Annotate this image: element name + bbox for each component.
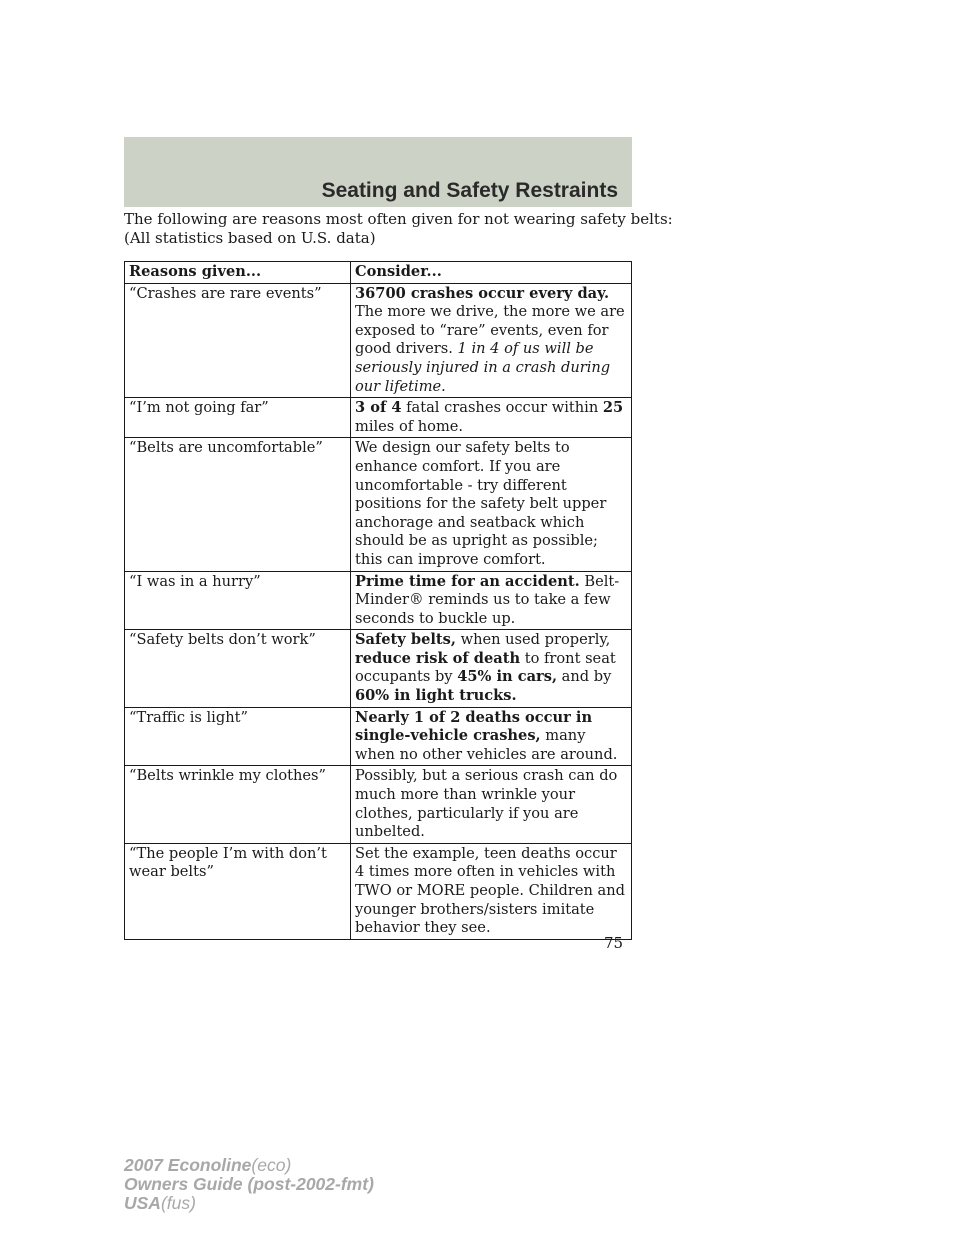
consider-cell bbox=[351, 630, 632, 707]
consider-text-segment: 36700 crashes occur every day. bbox=[355, 284, 610, 302]
consider-text-segment: 60% in light trucks. bbox=[355, 687, 517, 705]
consider-cell bbox=[351, 571, 632, 630]
reason-cell: “Belts are uncomfortable” bbox=[125, 438, 351, 571]
document-footer bbox=[124, 1156, 374, 1213]
table-row bbox=[125, 571, 632, 630]
consider-text-segment: reduce risk of death bbox=[355, 649, 521, 667]
consider-text-segment: 1 in 4 of us will be seriously injured in a crash during our lifetime. bbox=[355, 340, 611, 395]
consider-text-segment: fatal crashes occur within bbox=[401, 399, 603, 417]
section-title: Seating and Safety Restraints bbox=[321, 179, 618, 202]
reason-cell: “Safety belts don’t work” bbox=[125, 630, 351, 707]
reasons-table bbox=[124, 261, 632, 940]
consider-text-segment: Set the example, teen deaths occur 4 times more often in vehicles with TWO or MORE people. Children and younger brothers/sisters imitate behavior they see. bbox=[355, 844, 625, 937]
table-row bbox=[125, 707, 632, 766]
consider-cell bbox=[351, 398, 632, 438]
table-row bbox=[125, 398, 632, 438]
reason-cell: “I’m not going far” bbox=[125, 398, 351, 438]
consider-text-segment: miles of home. bbox=[355, 417, 464, 435]
table-row bbox=[125, 630, 632, 707]
footer-line-1 bbox=[124, 1156, 374, 1175]
footer-market: USA bbox=[124, 1193, 161, 1213]
reason-cell: “The people I’m with don’t wear belts” bbox=[125, 843, 351, 939]
consider-text-segment: many when no other vehicles are around. bbox=[355, 727, 618, 763]
section-header-band bbox=[124, 137, 632, 207]
reason-cell: “Traffic is light” bbox=[125, 707, 351, 766]
consider-text-segment: Possibly, but a serious crash can do much more than wrinkle your clothes, particularly if you are unbelted. bbox=[355, 767, 618, 841]
footer-market-code: (fus) bbox=[160, 1193, 196, 1213]
footer-model-code: (eco) bbox=[251, 1155, 292, 1175]
table-body bbox=[125, 283, 632, 939]
page-number: 75 bbox=[604, 934, 624, 952]
consider-text-segment: Nearly 1 of 2 deaths occur in single-vehicle crashes, bbox=[355, 708, 593, 745]
footer-line-2: Owners Guide (post-2002-fmt) bbox=[124, 1174, 374, 1194]
consider-text-segment: Prime time for an accident. bbox=[355, 572, 580, 590]
table-row bbox=[125, 438, 632, 571]
intro-line-1: The following are reasons most often given for not wearing safety belts: bbox=[124, 210, 673, 228]
consider-cell bbox=[351, 438, 632, 571]
consider-cell bbox=[351, 843, 632, 939]
consider-text-segment: We design our safety belts to enhance comfort. If you are uncomfortable - try different positions for the safety belt upper anchorage and seatback which should be as upright as possible; this can improve comfort. bbox=[355, 439, 607, 568]
consider-text-segment: Belt-Minder® reminds us to take a few seconds to buckle up. bbox=[355, 572, 620, 627]
consider-text-segment: Safety belts, bbox=[355, 631, 456, 649]
footer-model: 2007 Econoline bbox=[124, 1155, 252, 1175]
consider-text-segment: 45% in cars, bbox=[457, 668, 558, 686]
consider-text-segment: to front seat occupants by bbox=[355, 649, 616, 686]
table-row bbox=[125, 766, 632, 843]
reason-cell: “Crashes are rare events” bbox=[125, 283, 351, 398]
footer-line-3 bbox=[124, 1194, 374, 1213]
table-header-row bbox=[125, 262, 632, 284]
intro-line-2: (All statistics based on U.S. data) bbox=[124, 229, 376, 247]
consider-text-segment: 25 bbox=[602, 399, 624, 417]
consider-cell bbox=[351, 766, 632, 843]
intro-text bbox=[124, 210, 673, 248]
reason-cell: “I was in a hurry” bbox=[125, 571, 351, 630]
consider-text-segment: and by bbox=[557, 668, 612, 686]
header-reasons: Reasons given... bbox=[125, 262, 351, 284]
consider-text-segment: 3 of 4 bbox=[355, 399, 402, 417]
consider-cell bbox=[351, 283, 632, 398]
consider-cell bbox=[351, 707, 632, 766]
reason-cell: “Belts wrinkle my clothes” bbox=[125, 766, 351, 843]
table-row bbox=[125, 283, 632, 398]
header-consider: Consider... bbox=[351, 262, 632, 284]
consider-text-segment: The more we drive, the more we are exposed to “rare” events, even for good drivers. bbox=[355, 303, 625, 358]
table-row bbox=[125, 843, 632, 939]
consider-text-segment: when used properly, bbox=[455, 631, 611, 649]
